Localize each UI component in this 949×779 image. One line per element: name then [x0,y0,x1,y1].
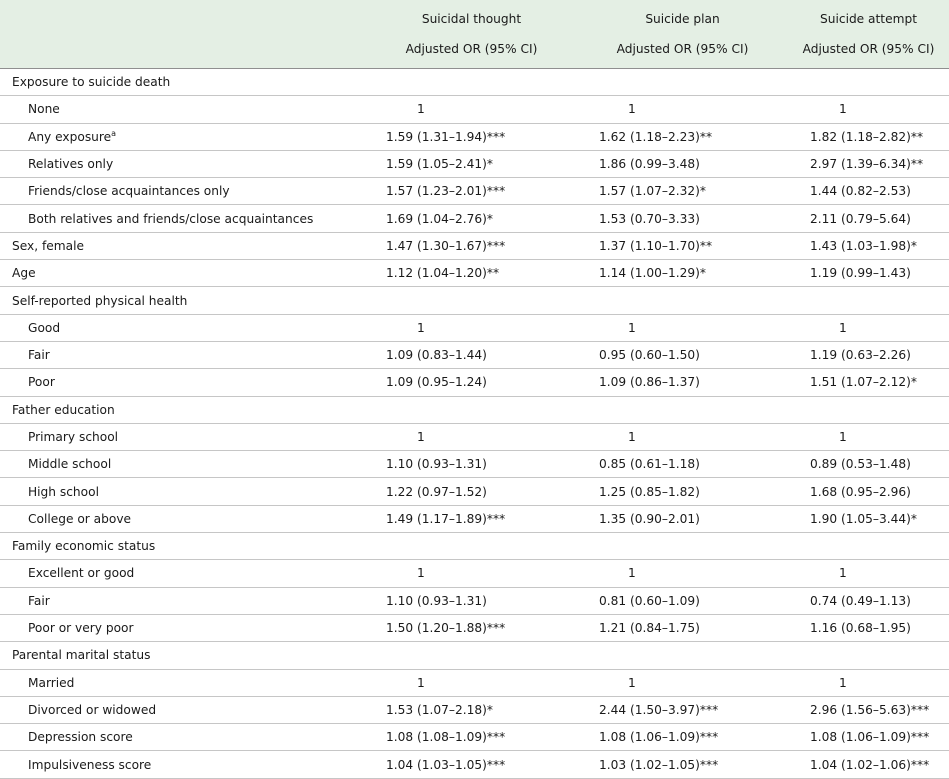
header-blank [0,0,366,34]
row-label-text: Friends/close acquaintances only [28,184,230,199]
row-label [0,341,366,368]
attempt-value: 1 [788,423,949,450]
plan-value: 1.62 (1.18–2.23)** [577,123,788,150]
attempt-value: 1 [788,96,949,123]
row-label [0,724,366,751]
plan-value: 1.35 (0.90–2.01) [577,505,788,532]
row-label [0,150,366,177]
attempt-value: 1.51 (1.07–2.12)* [788,369,949,396]
attempt-value: 1 [788,560,949,587]
plan-value: 1.09 (0.86–1.37) [577,369,788,396]
plan-value: 2.44 (1.50–3.97)*** [577,696,788,723]
row-label-text: Exposure to suicide death [12,75,171,90]
table-row [0,150,949,177]
row-label [0,560,366,587]
row-label [0,587,366,614]
plan-value: 1.57 (1.07–2.32)* [577,178,788,205]
row-label-text: High school [28,484,99,499]
table-row [0,478,949,505]
row-label [0,123,366,150]
row-label [0,287,366,314]
thought-value [366,287,577,314]
attempt-value: 0.74 (0.49–1.13) [788,587,949,614]
row-label-text: None [28,102,60,117]
thought-value: 1.08 (1.08–1.09)*** [366,724,577,751]
thought-value: 1.50 (1.20–1.88)*** [366,614,577,641]
row-label-text: Family economic status [12,539,156,554]
attempt-value: 2.96 (1.56–5.63)*** [788,696,949,723]
row-label [0,232,366,259]
table-row [0,205,949,232]
plan-value: 1.14 (1.00–1.29)* [577,260,788,287]
thought-value: 1.59 (1.31–1.94)*** [366,123,577,150]
attempt-value: 2.11 (0.79–5.64) [788,205,949,232]
attempt-value: 1.90 (1.05–3.44)* [788,505,949,532]
thought-value: 1.10 (0.93–1.31) [366,587,577,614]
row-label-text: Father education [12,402,115,417]
thought-value [366,533,577,560]
plan-value: 1.08 (1.06–1.09)*** [577,724,788,751]
row-label-text: Fair [28,593,50,608]
table-row [0,232,949,259]
plan-value: 1 [577,423,788,450]
row-label [0,69,366,96]
attempt-value: 1.68 (0.95–2.96) [788,478,949,505]
plan-value: 0.81 (0.60–1.09) [577,587,788,614]
row-label-text: Relatives only [28,157,114,172]
thought-value: 1.04 (1.03–1.05)*** [366,751,577,778]
row-label-text: Poor or very poor [28,621,134,636]
plan-value: 1.03 (1.02–1.05)*** [577,751,788,778]
table-row [0,123,949,150]
table-row [0,260,949,287]
attempt-value [788,69,949,96]
col2-subtitle: Adjusted OR (95% CI) [616,42,749,56]
header-blank-2 [0,34,366,69]
plan-value: 1.86 (0.99–3.48) [577,150,788,177]
table-row [0,369,949,396]
plan-value [577,642,788,669]
attempt-value: 1 [788,669,949,696]
thought-value: 1 [366,560,577,587]
table-row [0,751,949,778]
table-row [0,533,949,560]
attempt-value: 1.19 (0.63–2.26) [788,341,949,368]
row-label [0,205,366,232]
table-row [0,587,949,614]
row-label [0,505,366,532]
row-label [0,478,366,505]
row-label-text: Married [28,675,75,690]
attempt-value: 1.16 (0.68–1.95) [788,614,949,641]
col3-title: Suicide attempt [820,12,917,26]
thought-value: 1.59 (1.05–2.41)* [366,150,577,177]
attempt-value: 1 [788,314,949,341]
plan-value: 1 [577,669,788,696]
row-label-text: Any exposure [28,129,112,144]
row-label [0,669,366,696]
attempt-value [788,396,949,423]
attempt-value: 1.08 (1.06–1.09)*** [788,724,949,751]
table-row [0,642,949,669]
attempt-value: 1.44 (0.82–2.53) [788,178,949,205]
table-row [0,724,949,751]
attempt-value: 1.82 (1.18–2.82)** [788,123,949,150]
table-row [0,287,949,314]
thought-value: 1.57 (1.23–2.01)*** [366,178,577,205]
thought-value: 1.47 (1.30–1.67)*** [366,232,577,259]
row-label-text: Middle school [28,457,112,472]
col1-title: Suicidal thought [421,12,522,26]
plan-value: 1 [577,560,788,587]
thought-value: 1.69 (1.04–2.76)* [366,205,577,232]
row-label-text: Divorced or widowed [28,702,157,717]
row-label-text: Age [12,266,36,281]
row-label [0,696,366,723]
plan-value: 1.21 (0.84–1.75) [577,614,788,641]
col1-subtitle: Adjusted OR (95% CI) [405,42,538,56]
table-row [0,560,949,587]
thought-value: 1.53 (1.07–2.18)* [366,696,577,723]
plan-value: 1 [577,314,788,341]
row-label-text: Parental marital status [12,648,151,663]
thought-value [366,396,577,423]
table-row [0,505,949,532]
row-label [0,642,366,669]
plan-value: 0.95 (0.60–1.50) [577,341,788,368]
col3-subtitle: Adjusted OR (95% CI) [802,42,935,56]
table-row [0,96,949,123]
attempt-value [788,287,949,314]
table-row [0,396,949,423]
row-label-text: Impulsiveness score [28,757,152,772]
attempt-value: 1.04 (1.02–1.06)*** [788,751,949,778]
table-row [0,696,949,723]
table-row [0,669,949,696]
row-label [0,260,366,287]
table-row [0,341,949,368]
table-row [0,314,949,341]
plan-value: 1.25 (0.85–1.82) [577,478,788,505]
thought-value: 1 [366,96,577,123]
row-label [0,96,366,123]
attempt-value: 0.89 (0.53–1.48) [788,451,949,478]
plan-value: 1 [577,96,788,123]
thought-value: 1.12 (1.04–1.20)** [366,260,577,287]
row-label-text: Sex, female [12,238,84,253]
thought-value [366,69,577,96]
row-label-text: Primary school [28,430,119,444]
thought-value: 1.22 (0.97–1.52) [366,478,577,505]
table-row [0,178,949,205]
attempt-value: 1.19 (0.99–1.43) [788,260,949,287]
plan-value [577,396,788,423]
row-label-text: Poor [28,375,55,390]
attempt-value: 1.43 (1.03–1.98)* [788,232,949,259]
plan-value [577,69,788,96]
plan-value [577,533,788,560]
table-row [0,614,949,641]
row-label-text: Both relatives and friends/close acquaintances [28,211,314,226]
row-label [0,533,366,560]
col2-title: Suicide plan [645,12,720,26]
table-body [0,69,949,779]
thought-value: 1.10 (0.93–1.31) [366,451,577,478]
attempt-value [788,642,949,669]
row-label-text: Self-reported physical health [12,293,188,308]
attempt-value: 2.97 (1.39–6.34)** [788,150,949,177]
plan-value: 0.85 (0.61–1.18) [577,451,788,478]
thought-value: 1.49 (1.17–1.89)*** [366,505,577,532]
plan-value: 1.37 (1.10–1.70)** [577,232,788,259]
row-label-text: Depression score [28,730,133,745]
thought-value: 1 [366,423,577,450]
attempt-value [788,533,949,560]
table-row [0,451,949,478]
thought-value [366,642,577,669]
footnote-marker: a [111,128,117,138]
row-label [0,451,366,478]
plan-value [577,287,788,314]
row-label [0,614,366,641]
thought-value: 1 [366,314,577,341]
plan-value: 1.53 (0.70–3.33) [577,205,788,232]
table-row [0,69,949,96]
row-label [0,751,366,778]
thought-value: 1 [366,669,577,696]
thought-value: 1.09 (0.83–1.44) [366,341,577,368]
row-label [0,178,366,205]
row-label [0,369,366,396]
table-header [0,0,949,69]
row-label-text: Good [28,320,61,335]
thought-value: 1.09 (0.95–1.24) [366,369,577,396]
row-label [0,396,366,423]
row-label-text: Fair [28,348,50,363]
row-label-text: Excellent or good [28,566,135,581]
row-label [0,423,366,450]
row-label-text: College or above [28,511,132,526]
table-row [0,423,949,450]
row-label [0,314,366,341]
